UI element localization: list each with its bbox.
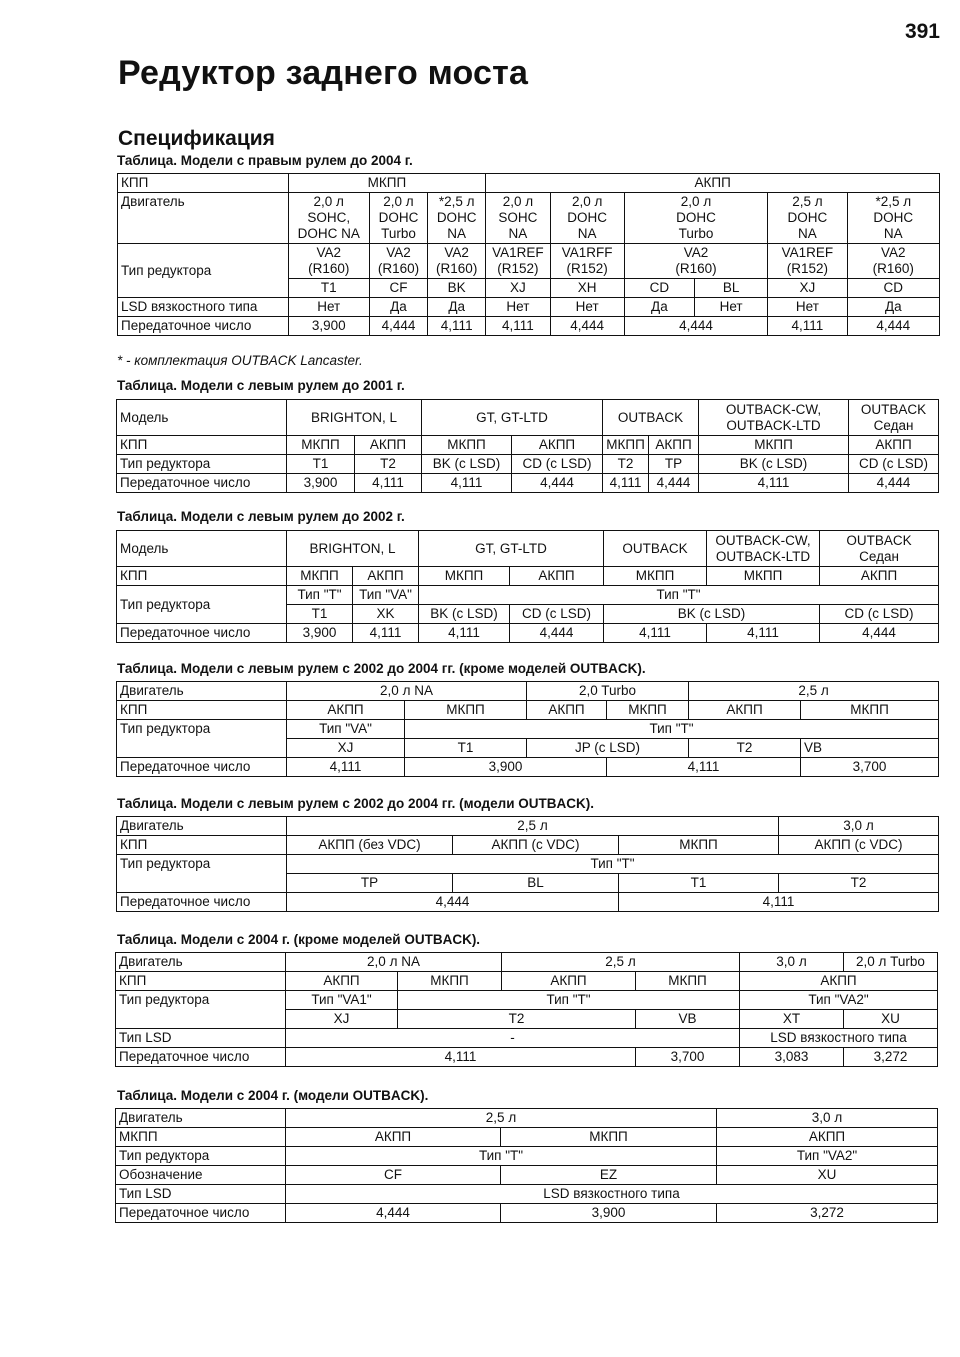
table-cell: КПП <box>117 436 287 455</box>
table-cell: XJ <box>486 279 550 298</box>
table-cell: АКПП <box>527 701 607 720</box>
table-cell: Да <box>369 298 427 317</box>
table-cell: CD (c LSD) <box>849 455 939 474</box>
table-2 <box>116 399 939 493</box>
table-cell: 4,111 <box>287 758 405 777</box>
table-cell: МКПП <box>707 567 820 586</box>
table-cell: Тип редуктора <box>116 991 286 1029</box>
table-cell: МКПП <box>405 701 527 720</box>
table-cell: 4,111 <box>768 317 847 336</box>
table-cell: Двигатель <box>116 1109 286 1128</box>
table-cell: XT <box>740 1010 844 1029</box>
table-cell: TP <box>287 874 453 893</box>
table-cell: МКПП <box>419 567 510 586</box>
table-cell: T2 <box>398 1010 636 1029</box>
section-title: Спецификация <box>118 127 275 150</box>
table-5-caption: Таблица. Модели с левым рулем с 2002 до 2004 гг. (модели OUTBACK). <box>117 796 594 811</box>
table-cell: АКПП (с VDC) <box>779 836 939 855</box>
table-cell: 2,0 л SOHC NA <box>486 193 550 244</box>
table-cell: 2,0 л NA <box>287 682 527 701</box>
table-cell: CF <box>286 1166 501 1185</box>
table-cell: Передаточное число <box>117 474 287 493</box>
table-cell: МКПП <box>287 436 355 455</box>
table-cell: XJ <box>768 279 847 298</box>
table-cell: Нет <box>695 298 768 317</box>
table-cell: КПП <box>117 567 287 586</box>
table-cell: 4,444 <box>849 474 939 493</box>
table-cell: 3,900 <box>288 317 369 336</box>
table-cell: VB <box>801 739 939 758</box>
table-cell: МКПП <box>607 701 689 720</box>
table-cell: JP (c LSD) <box>527 739 689 758</box>
table-cell: OUTBACK Седан <box>820 531 939 567</box>
table-cell: КПП <box>116 972 286 991</box>
table-cell: VA1RFF (R152) <box>550 244 624 279</box>
table-cell: CF <box>369 279 427 298</box>
table-row <box>118 193 940 244</box>
table-cell: OUTBACK Седан <box>849 400 939 436</box>
table-row <box>116 972 938 991</box>
table-cell: CD <box>847 279 939 298</box>
table-row <box>116 1185 938 1204</box>
table-cell: GT, GT-LTD <box>419 531 604 567</box>
table-cell: 3,700 <box>636 1048 740 1067</box>
table-cell: 3,272 <box>844 1048 938 1067</box>
table-cell: Нет <box>486 298 550 317</box>
table-cell: XU <box>717 1166 938 1185</box>
table-row <box>116 1166 938 1185</box>
table-cell: VA1REF (R152) <box>768 244 847 279</box>
table-row <box>116 1109 938 1128</box>
table-cell: АКПП <box>649 436 699 455</box>
table-cell: Двигатель <box>117 682 287 701</box>
table-cell: МКПП <box>287 567 353 586</box>
table-cell: Тип "T" <box>286 1147 717 1166</box>
table-cell: T2 <box>689 739 801 758</box>
table-cell: АКПП <box>286 972 398 991</box>
table-row <box>117 817 939 836</box>
table-row <box>118 298 940 317</box>
table-cell: XJ <box>287 739 405 758</box>
table-cell: АКПП <box>717 1128 938 1147</box>
table-cell: 4,111 <box>428 317 486 336</box>
table-cell: Тип LSD <box>116 1029 286 1048</box>
table-cell: T1 <box>287 455 355 474</box>
table-cell: 4,111 <box>604 624 707 643</box>
table-cell: КПП <box>117 701 287 720</box>
table-cell: МКПП <box>636 972 740 991</box>
table-cell: OUTBACK <box>604 531 707 567</box>
table-cell: Тип "T" <box>398 991 740 1010</box>
table-row <box>117 720 939 739</box>
table-cell: BL <box>695 279 768 298</box>
table-cell: Да <box>847 298 939 317</box>
table-row <box>117 436 939 455</box>
table-cell: T1 <box>287 605 353 624</box>
table-cell: T2 <box>603 455 649 474</box>
table-cell: LSD вязкостного типа <box>286 1185 938 1204</box>
table-cell: АКПП <box>689 701 801 720</box>
table-row <box>117 474 939 493</box>
table-cell: 4,111 <box>707 624 820 643</box>
table-cell: Тип редуктора <box>117 455 287 474</box>
table-cell: Тип "VA2" <box>717 1147 938 1166</box>
table-row <box>117 758 939 777</box>
table-cell: Тип редуктора <box>116 1147 286 1166</box>
table-cell: 2,5 л <box>502 953 740 972</box>
table-cell: Тип "T" <box>287 586 353 605</box>
table-cell: 4,444 <box>287 893 619 912</box>
table-row <box>117 455 939 474</box>
table-row <box>117 701 939 720</box>
table-cell: 4,111 <box>699 474 849 493</box>
table-row <box>117 531 939 567</box>
table-row <box>118 317 940 336</box>
table-cell: Двигатель <box>118 193 289 244</box>
table-row <box>116 1048 938 1067</box>
table-cell: АКПП <box>353 567 419 586</box>
table-cell: XJ <box>286 1010 398 1029</box>
table-row <box>116 1128 938 1147</box>
table-cell: VB <box>636 1010 740 1029</box>
table-cell: 3,900 <box>405 758 607 777</box>
table-cell: МКПП <box>619 836 779 855</box>
table-1 <box>117 173 940 336</box>
table-cell: 2,0 л NA <box>286 953 502 972</box>
table-cell: МКПП <box>288 174 486 193</box>
table-cell: LSD вязкостного типа <box>740 1029 938 1048</box>
table-cell: Тип "T" <box>287 855 939 874</box>
table-cell: - <box>286 1029 740 1048</box>
table-cell: 4,111 <box>486 317 550 336</box>
table-cell: Нет <box>288 298 369 317</box>
table-cell: 4,111 <box>619 893 939 912</box>
table-cell: *2,5 л DOHC NA <box>847 193 939 244</box>
table-cell: Модель <box>117 531 287 567</box>
table-cell: МКПП <box>801 701 939 720</box>
table-row <box>117 624 939 643</box>
table-cell: 3,900 <box>501 1204 717 1223</box>
table-cell: АКПП <box>740 972 938 991</box>
table-cell: АКПП (с VDC) <box>453 836 619 855</box>
table-row <box>116 1147 938 1166</box>
table-cell: T2 <box>779 874 939 893</box>
table-cell: VA2 (R160) <box>428 244 486 279</box>
table-cell: OUTBACK-CW, OUTBACK-LTD <box>699 400 849 436</box>
table-cell: CD (c LSD) <box>512 455 603 474</box>
table-cell: АКПП <box>820 567 939 586</box>
table-7-caption: Таблица. Модели с 2004 г. (модели OUTBACK). <box>117 1088 429 1103</box>
table-cell: 2,0 л DOHC Turbo <box>624 193 767 244</box>
table-cell: АКПП <box>502 972 636 991</box>
table-cell: Передаточное число <box>116 1204 286 1223</box>
table-cell: КПП <box>118 174 289 193</box>
table-row <box>117 567 939 586</box>
table-row <box>116 1029 938 1048</box>
table-cell: OUTBACK <box>603 400 699 436</box>
table-cell: МКПП <box>699 436 849 455</box>
table-cell: МКПП <box>116 1128 286 1147</box>
table-cell: Тип редуктора <box>117 855 287 893</box>
table-cell: Тип "T" <box>405 720 939 739</box>
table-cell: Передаточное число <box>118 317 289 336</box>
table-cell: Передаточное число <box>116 1048 286 1067</box>
table-cell: Тип LSD <box>116 1185 286 1204</box>
table-cell: BRIGHTON, L <box>287 400 422 436</box>
table-cell: МКПП <box>398 972 502 991</box>
table-cell: 4,444 <box>369 317 427 336</box>
table-cell: LSD вязкостного типа <box>118 298 289 317</box>
table-cell: 3,272 <box>717 1204 938 1223</box>
table-cell: Тип "VA2" <box>740 991 938 1010</box>
table-row <box>117 586 939 605</box>
table-cell: VA2 (R160) <box>288 244 369 279</box>
table-cell: Да <box>428 298 486 317</box>
table-cell: Нет <box>768 298 847 317</box>
table-cell: АКПП <box>512 436 603 455</box>
table-cell: 3,0 л <box>717 1109 938 1128</box>
table-cell: 2,5 л <box>689 682 939 701</box>
table-cell: 3,0 л <box>740 953 844 972</box>
table-cell: 3,0 л <box>779 817 939 836</box>
table-cell: 4,444 <box>624 317 767 336</box>
table-cell: АКПП <box>287 701 405 720</box>
table-cell: CD (c LSD) <box>820 605 939 624</box>
table-cell: 2,0 л DOHC Turbo <box>369 193 427 244</box>
table-cell: EZ <box>501 1166 717 1185</box>
table-row <box>116 991 938 1010</box>
table-cell: 2,5 л DOHC NA <box>768 193 847 244</box>
table-cell: Нет <box>550 298 624 317</box>
table-row <box>116 953 938 972</box>
table-cell: 2,0 л Turbo <box>844 953 938 972</box>
table-cell: 4,111 <box>419 624 510 643</box>
page-title: Редуктор заднего моста <box>118 54 529 92</box>
table-cell: VA2 (R160) <box>847 244 939 279</box>
table-cell: Тип "VA1" <box>286 991 398 1010</box>
table-row <box>117 400 939 436</box>
table-cell: XK <box>353 605 419 624</box>
table-cell: BK (c LSD) <box>604 605 820 624</box>
table-cell: 3,900 <box>287 624 353 643</box>
table-cell: T1 <box>619 874 779 893</box>
table-cell: Обозначение <box>116 1166 286 1185</box>
table-cell: VA1REF (R152) <box>486 244 550 279</box>
table-cell: 3,083 <box>740 1048 844 1067</box>
table-cell: АКПП <box>286 1128 501 1147</box>
table-cell: 4,444 <box>550 317 624 336</box>
table-7 <box>115 1108 938 1223</box>
table-cell: Тип редуктора <box>117 720 287 758</box>
table-row <box>117 855 939 874</box>
table-cell: Двигатель <box>117 817 287 836</box>
table-5 <box>116 816 939 912</box>
table-4 <box>116 681 939 777</box>
table-cell: Тип "T" <box>419 586 939 605</box>
table-cell: АКПП <box>355 436 422 455</box>
table-cell: BK (c LSD) <box>699 455 849 474</box>
table-6-caption: Таблица. Модели с 2004 г. (кроме моделей OUTBACK). <box>117 932 481 947</box>
table-cell: BK (c LSD) <box>422 455 512 474</box>
table-cell: Тип редуктора <box>118 244 289 298</box>
table-cell: Тип "VA" <box>287 720 405 739</box>
table-cell: BK (c LSD) <box>419 605 510 624</box>
table-1-note: * - комплектация OUTBACK Lancaster. <box>117 353 363 368</box>
page-number: 391 <box>904 20 940 43</box>
table-cell: XH <box>550 279 624 298</box>
table-3-caption: Таблица. Модели с левым рулем до 2002 г. <box>117 509 405 524</box>
table-cell: 4,111 <box>422 474 512 493</box>
table-cell: 2,0 Turbo <box>527 682 689 701</box>
table-cell: T2 <box>355 455 422 474</box>
table-cell: BL <box>453 874 619 893</box>
table-1-caption: Таблица. Модели с правым рулем до 2004 г. <box>117 153 413 168</box>
table-cell: TP <box>649 455 699 474</box>
table-cell: АКПП <box>849 436 939 455</box>
table-cell: 2,5 л <box>287 817 779 836</box>
table-cell: 4,444 <box>512 474 603 493</box>
table-cell: CD <box>624 279 694 298</box>
table-row <box>117 682 939 701</box>
table-cell: XU <box>844 1010 938 1029</box>
table-cell: 4,111 <box>607 758 801 777</box>
table-row <box>117 893 939 912</box>
table-cell: Тип редуктора <box>117 586 287 624</box>
table-cell: МКПП <box>422 436 512 455</box>
table-row <box>118 174 940 193</box>
table-cell: OUTBACK-CW, OUTBACK-LTD <box>707 531 820 567</box>
table-cell: GT, GT-LTD <box>422 400 603 436</box>
table-cell: АКПП (без VDC) <box>287 836 453 855</box>
table-cell: Тип "VA" <box>353 586 419 605</box>
table-cell: 2,5 л <box>286 1109 717 1128</box>
table-2-caption: Таблица. Модели с левым рулем до 2001 г. <box>117 378 405 393</box>
table-cell: МКПП <box>604 567 707 586</box>
table-cell: BRIGHTON, L <box>287 531 419 567</box>
table-cell: 4,444 <box>847 317 939 336</box>
table-cell: 4,444 <box>820 624 939 643</box>
table-cell: 2,0 л SOHC, DOHC NA <box>288 193 369 244</box>
table-cell: VA2 (R160) <box>624 244 767 279</box>
table-cell: Двигатель <box>116 953 286 972</box>
table-cell: Передаточное число <box>117 624 287 643</box>
table-cell: 2,0 л DOHC NA <box>550 193 624 244</box>
table-cell: 4,444 <box>649 474 699 493</box>
table-cell: *2,5 л DOHC NA <box>428 193 486 244</box>
table-row <box>117 836 939 855</box>
table-cell: 3,900 <box>287 474 355 493</box>
table-cell: CD (c LSD) <box>510 605 604 624</box>
table-cell: 4,111 <box>286 1048 636 1067</box>
table-cell: Да <box>624 298 694 317</box>
table-cell: 4,111 <box>603 474 649 493</box>
table-cell: Модель <box>117 400 287 436</box>
table-cell: T1 <box>405 739 527 758</box>
table-6 <box>115 952 938 1067</box>
table-cell: Передаточное число <box>117 893 287 912</box>
table-cell: АКПП <box>486 174 940 193</box>
table-row <box>118 244 940 279</box>
table-cell: МКПП <box>501 1128 717 1147</box>
table-cell: МКПП <box>603 436 649 455</box>
table-cell: Передаточное число <box>117 758 287 777</box>
table-cell: КПП <box>117 836 287 855</box>
table-4-caption: Таблица. Модели с левым рулем с 2002 до 2004 гг. (кроме моделей OUTBACK). <box>117 661 646 676</box>
table-3 <box>116 530 939 643</box>
table-cell: АКПП <box>510 567 604 586</box>
table-cell: 4,444 <box>286 1204 501 1223</box>
table-cell: 4,111 <box>355 474 422 493</box>
table-cell: 4,444 <box>510 624 604 643</box>
table-cell: VA2 (R160) <box>369 244 427 279</box>
table-cell: 4,111 <box>353 624 419 643</box>
table-cell: 3,700 <box>801 758 939 777</box>
table-cell: BK <box>428 279 486 298</box>
table-row <box>116 1204 938 1223</box>
table-cell: T1 <box>288 279 369 298</box>
